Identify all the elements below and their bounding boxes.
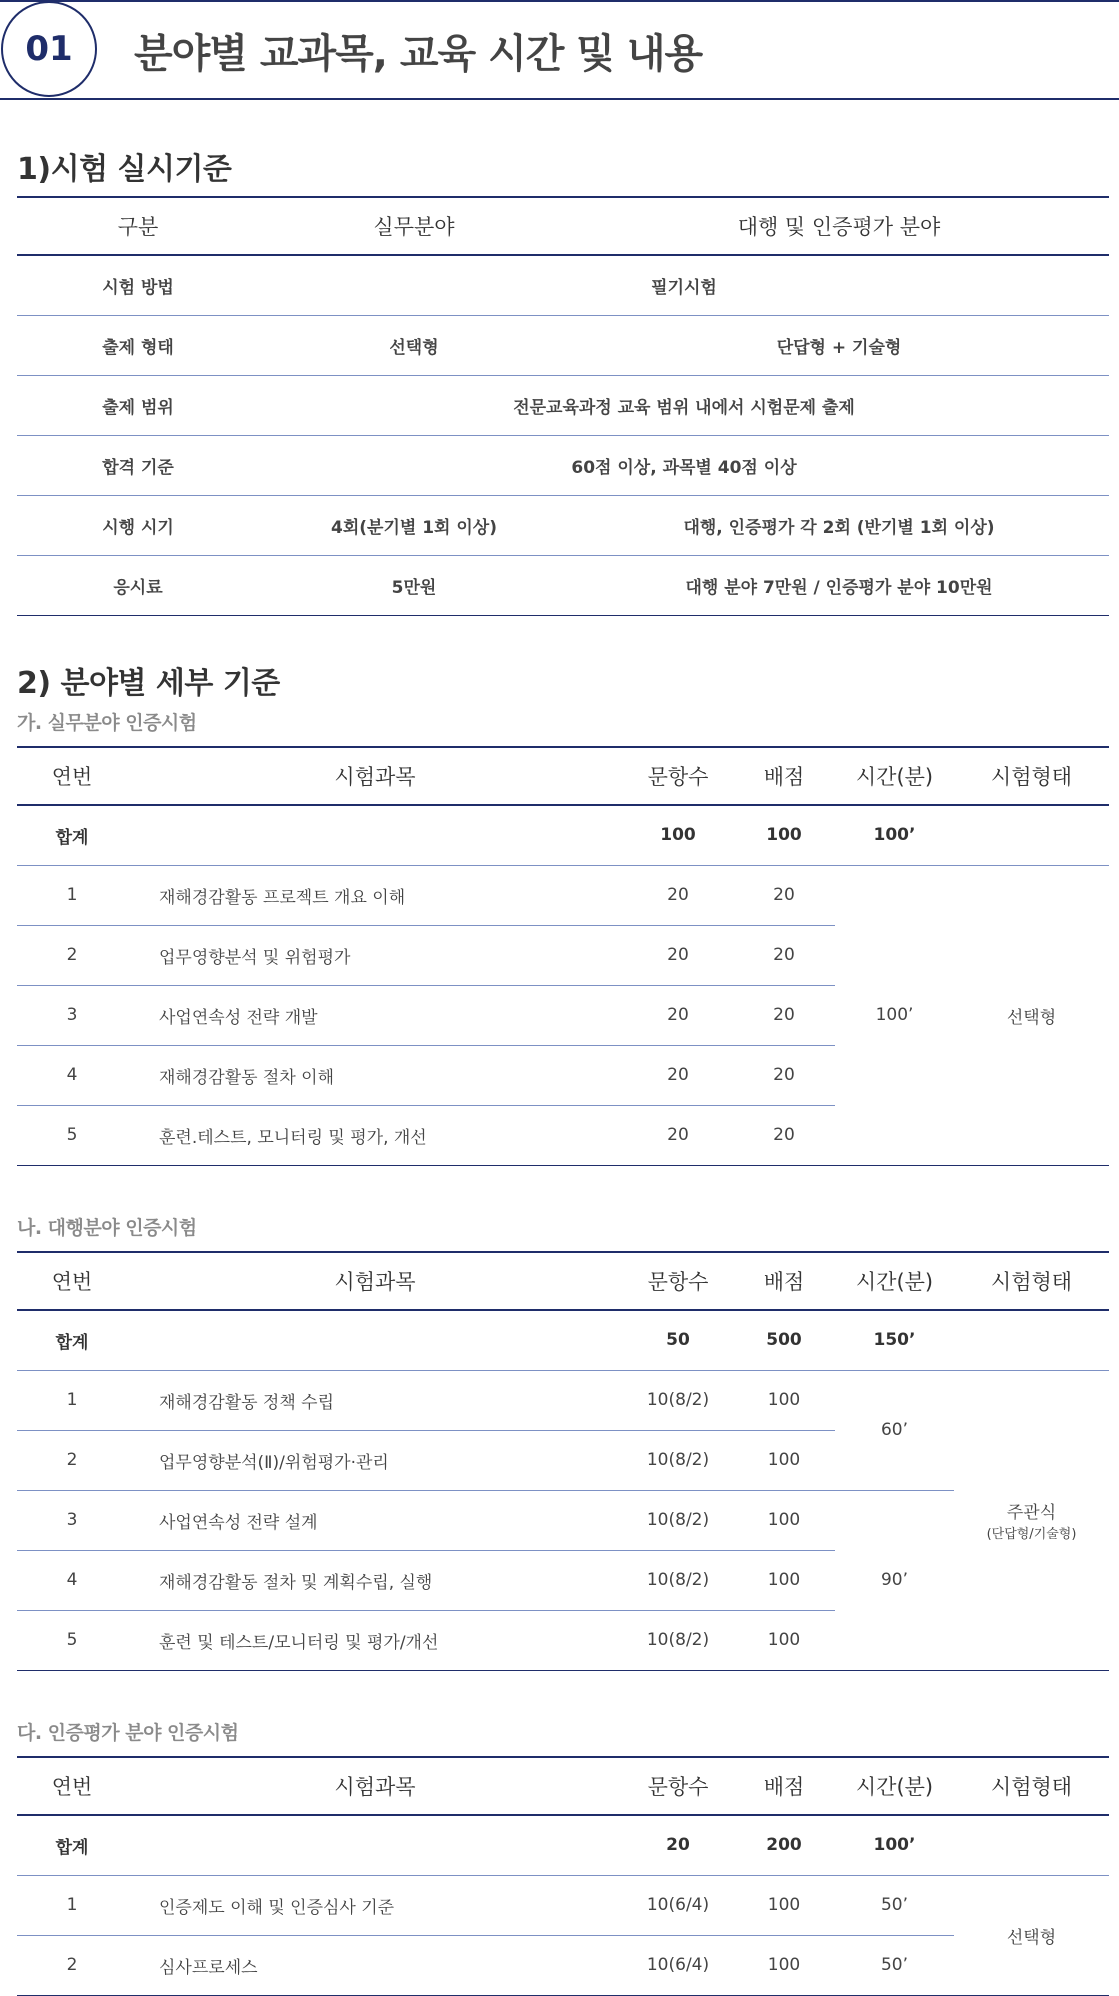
row-subject: 인증제도 이해 및 인증심사 기준 — [127, 1875, 623, 1935]
col-questions: 문항수 — [623, 747, 733, 805]
row-questions: 10(8/2) — [623, 1430, 733, 1490]
row-label: 시행 시기 — [17, 495, 259, 555]
row-type: 선택형 — [954, 865, 1109, 1165]
total-label: 합계 — [17, 1815, 127, 1875]
total-label: 합계 — [17, 1310, 127, 1370]
row-subject: 훈련 및 테스트/모니터링 및 평가/개선 — [127, 1610, 623, 1670]
row-subject: 재해경감활동 절차 이해 — [127, 1045, 623, 1105]
table-row — [17, 1490, 1109, 1550]
row-subject: 심사프로세스 — [127, 1935, 623, 1995]
page-header — [0, 0, 1119, 100]
total-questions: 50 — [623, 1310, 733, 1370]
col-score: 배점 — [733, 1252, 835, 1310]
table-row — [17, 1875, 1109, 1935]
table-header-row — [17, 1757, 1109, 1815]
table-row — [17, 865, 1109, 925]
practical-value: 선택형 — [259, 315, 569, 375]
row-no: 4 — [17, 1045, 127, 1105]
row-score: 20 — [733, 865, 835, 925]
total-time: 100’ — [835, 805, 954, 865]
row-no: 1 — [17, 1370, 127, 1430]
col-agency: 대행 및 인증평가 분야 — [569, 197, 1109, 255]
certification-subtitle: 다. 인증평가 분야 인증시험 — [17, 1722, 239, 1744]
row-subject: 훈련.테스트, 모니터링 및 평가, 개선 — [127, 1105, 623, 1165]
total-questions: 100 — [623, 805, 733, 865]
total-time: 150’ — [835, 1310, 954, 1370]
row-questions: 20 — [623, 1045, 733, 1105]
total-questions: 20 — [623, 1815, 733, 1875]
row-score: 100 — [733, 1875, 835, 1935]
row-score: 100 — [733, 1935, 835, 1995]
table-row — [17, 435, 1109, 495]
row-no: 4 — [17, 1550, 127, 1610]
row-no: 3 — [17, 1490, 127, 1550]
row-label: 출제 범위 — [17, 375, 259, 435]
table-row — [17, 555, 1109, 615]
table-header-row — [17, 747, 1109, 805]
col-type: 시험형태 — [954, 1757, 1109, 1815]
row-score: 20 — [733, 985, 835, 1045]
row-type: 선택형 — [954, 1875, 1109, 1995]
row-score: 20 — [733, 1105, 835, 1165]
row-subject: 재해경감활동 정책 수립 — [127, 1370, 623, 1430]
row-questions: 10(6/4) — [623, 1935, 733, 1995]
agency-value: 단답형 + 기술형 — [569, 315, 1109, 375]
total-time: 100’ — [835, 1815, 954, 1875]
practical-value: 4회(분기별 1회 이상) — [259, 495, 569, 555]
table-row — [17, 495, 1109, 555]
total-label: 합계 — [17, 805, 127, 865]
agency-exam-table — [17, 1251, 1109, 1671]
col-type: 시험형태 — [954, 747, 1109, 805]
row-questions: 20 — [623, 1105, 733, 1165]
row-no: 2 — [17, 1430, 127, 1490]
row-type — [954, 1370, 1109, 1670]
col-questions: 문항수 — [623, 1757, 733, 1815]
row-subject: 업무영향분석 및 위험평가 — [127, 925, 623, 985]
section2-title: 2) 분야별 세부 기준 — [17, 666, 280, 701]
row-value: 60점 이상, 과목별 40점 이상 — [259, 435, 1109, 495]
row-label: 출제 형태 — [17, 315, 259, 375]
col-questions: 문항수 — [623, 1252, 733, 1310]
total-score: 200 — [733, 1815, 835, 1875]
row-label: 시험 방법 — [17, 255, 259, 315]
agency-value: 대행 분야 7만원 / 인증평가 분야 10만원 — [569, 555, 1109, 615]
table-row — [17, 255, 1109, 315]
row-questions: 20 — [623, 925, 733, 985]
row-value: 필기시험 — [259, 255, 1109, 315]
row-time: 60’ — [835, 1370, 954, 1490]
row-label: 합격 기준 — [17, 435, 259, 495]
agency-subtitle: 나. 대행분야 인증시험 — [17, 1217, 197, 1239]
row-questions: 10(8/2) — [623, 1370, 733, 1430]
chapter-number-badge: 01 — [1, 1, 97, 97]
row-score: 20 — [733, 1045, 835, 1105]
row-no: 1 — [17, 1875, 127, 1935]
row-no: 2 — [17, 1935, 127, 1995]
row-questions: 20 — [623, 985, 733, 1045]
col-score: 배점 — [733, 747, 835, 805]
col-no: 연번 — [17, 1757, 127, 1815]
col-type: 시험형태 — [954, 1252, 1109, 1310]
col-time: 시간(분) — [835, 1757, 954, 1815]
header-top-rule — [0, 0, 1119, 2]
col-category: 구분 — [17, 197, 259, 255]
row-value: 전문교육과정 교육 범위 내에서 시험문제 출제 — [259, 375, 1109, 435]
col-subject: 시험과목 — [127, 1757, 623, 1815]
table-row — [17, 375, 1109, 435]
table-header-row — [17, 197, 1109, 255]
row-label: 응시료 — [17, 555, 259, 615]
row-no: 1 — [17, 865, 127, 925]
row-subject: 사업연속성 전략 설계 — [127, 1490, 623, 1550]
row-score: 100 — [733, 1550, 835, 1610]
practical-exam-table — [17, 746, 1109, 1166]
row-time: 90’ — [835, 1490, 954, 1670]
practical-value: 5만원 — [259, 555, 569, 615]
page-title: 분야별 교과목, 교육 시간 및 내용 — [134, 31, 703, 77]
row-score: 100 — [733, 1370, 835, 1430]
col-no: 연번 — [17, 1252, 127, 1310]
table-row — [17, 315, 1109, 375]
row-score: 100 — [733, 1490, 835, 1550]
col-score: 배점 — [733, 1757, 835, 1815]
table-row — [17, 1370, 1109, 1430]
table-row — [17, 1935, 1109, 1995]
row-questions: 10(6/4) — [623, 1875, 733, 1935]
header-bottom-rule — [0, 98, 1119, 100]
type-note: (단답형/기술형) — [986, 1527, 1077, 1542]
row-questions: 10(8/2) — [623, 1610, 733, 1670]
row-score: 100 — [733, 1430, 835, 1490]
row-questions: 10(8/2) — [623, 1550, 733, 1610]
table-header-row — [17, 1252, 1109, 1310]
row-no: 3 — [17, 985, 127, 1045]
row-time: 50’ — [835, 1935, 954, 1995]
row-no: 2 — [17, 925, 127, 985]
row-questions: 20 — [623, 865, 733, 925]
total-row — [17, 1815, 1109, 1875]
certification-exam-table — [17, 1756, 1109, 1996]
section1-title: 1)시험 실시기준 — [17, 152, 232, 187]
col-practical: 실무분야 — [259, 197, 569, 255]
exam-criteria-table — [17, 196, 1109, 616]
type-label: 주관식 — [1006, 1503, 1057, 1523]
practical-subtitle: 가. 실무분야 인증시험 — [17, 712, 197, 734]
total-score: 100 — [733, 805, 835, 865]
row-time: 50’ — [835, 1875, 954, 1935]
row-subject: 재해경감활동 절차 및 계획수립, 실행 — [127, 1550, 623, 1610]
agency-value: 대행, 인증평가 각 2회 (반기별 1회 이상) — [569, 495, 1109, 555]
col-subject: 시험과목 — [127, 1252, 623, 1310]
col-subject: 시험과목 — [127, 747, 623, 805]
total-row — [17, 1310, 1109, 1370]
row-questions: 10(8/2) — [623, 1490, 733, 1550]
row-no: 5 — [17, 1105, 127, 1165]
row-score: 20 — [733, 925, 835, 985]
row-time: 100’ — [835, 865, 954, 1165]
col-time: 시간(분) — [835, 747, 954, 805]
col-time: 시간(분) — [835, 1252, 954, 1310]
total-score: 500 — [733, 1310, 835, 1370]
row-subject: 재해경감활동 프로젝트 개요 이해 — [127, 865, 623, 925]
row-subject: 업무영향분석(Ⅱ)/위험평가·관리 — [127, 1430, 623, 1490]
row-no: 5 — [17, 1610, 127, 1670]
row-score: 100 — [733, 1610, 835, 1670]
col-no: 연번 — [17, 747, 127, 805]
row-subject: 사업연속성 전략 개발 — [127, 985, 623, 1045]
total-row — [17, 805, 1109, 865]
